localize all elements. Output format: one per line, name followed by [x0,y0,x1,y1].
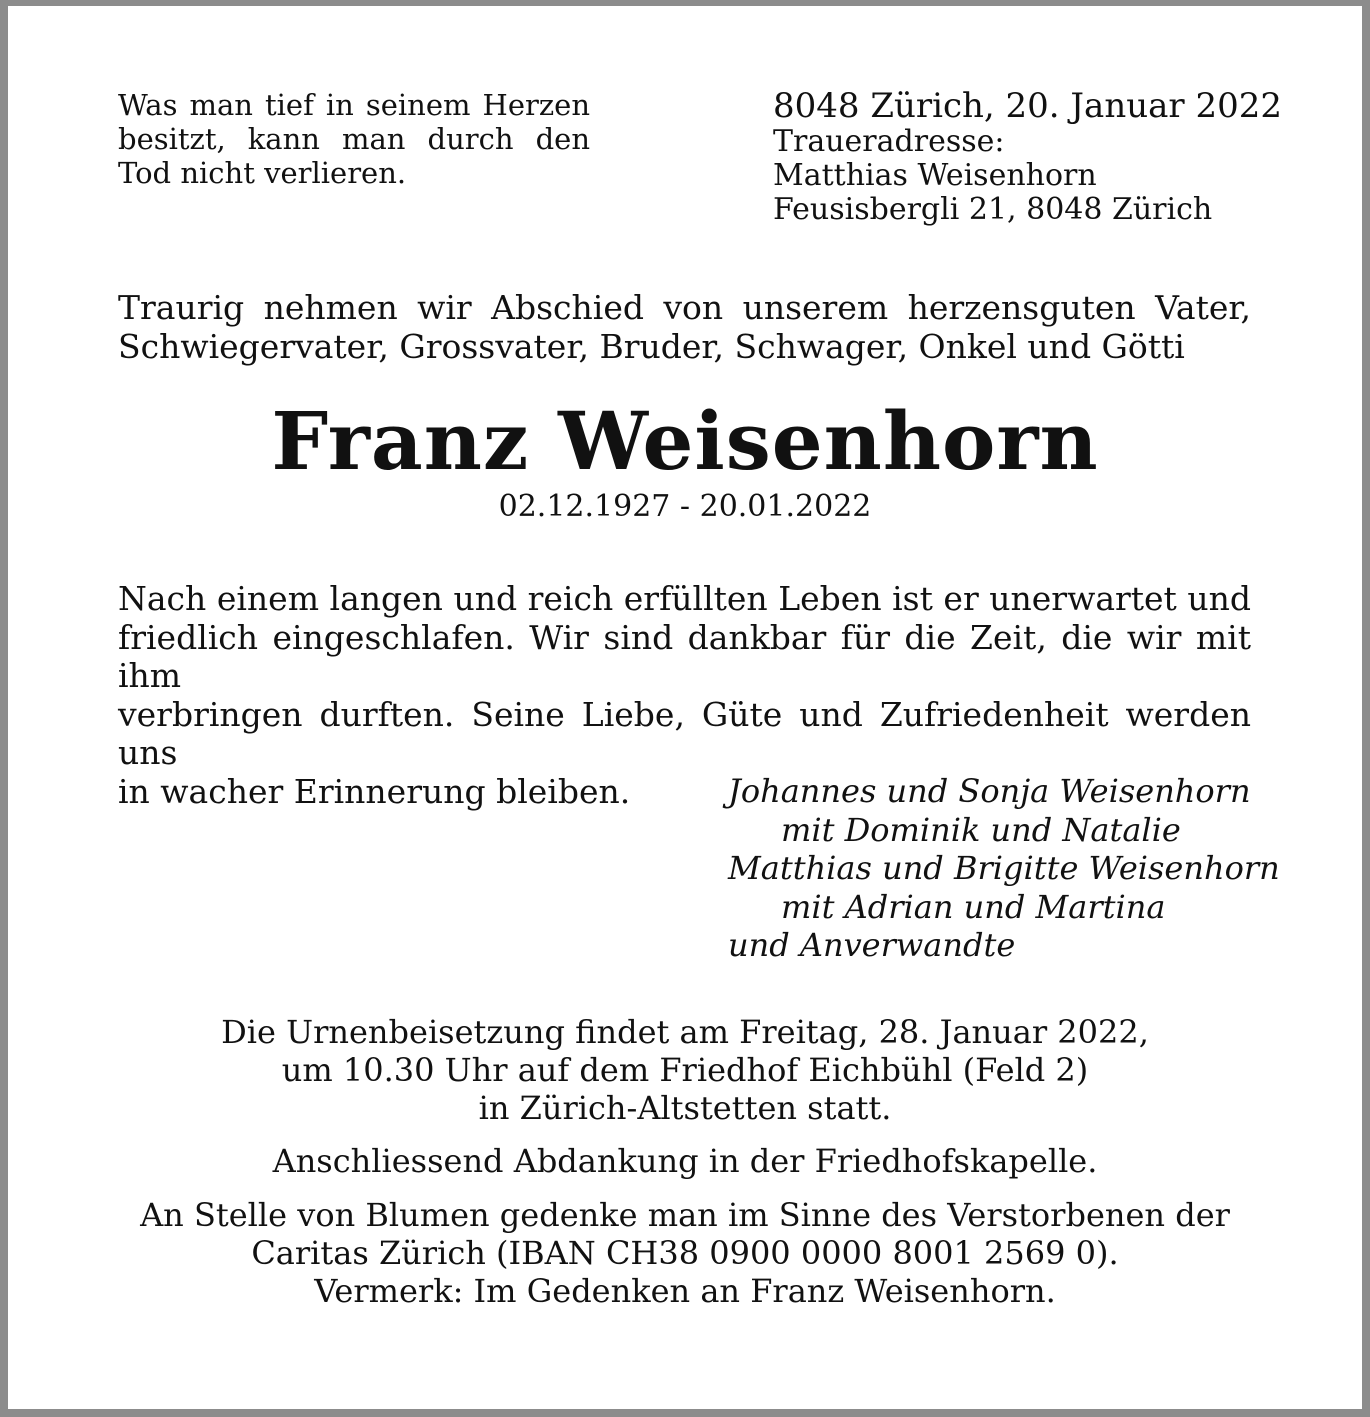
donation-line: An Stelle von Blumen gedenke man im Sinne des Verstorbenen der [140,1196,1230,1234]
motto-line: Was man tief in seinem Herzen [118,88,590,122]
signer-line: mit Adrian und Martina [781,887,1166,926]
message-line: in wacher Erinnerung bleiben. [118,771,631,811]
donation-line: Caritas Zürich (IBAN CH38 0900 0000 8001 2569 0). [251,1234,1119,1272]
motto-quote [118,88,590,190]
intro-text [118,288,1251,366]
place-date: 8048 Zürich, 20. Januar 2022 [773,86,1282,126]
message-line: Nach einem langen und reich erfüllten Leben ist er unerwartet und [118,579,1251,618]
donation-info [0,1196,1370,1310]
signer-line: und Anverwandte [728,926,1016,964]
funeral-line: in Zürich-Altstetten statt. [478,1089,892,1127]
followup-info [0,1142,1370,1180]
motto-line: Tod nicht verlieren. [118,156,407,190]
followup-line: Anschliessend Abdankung in der Friedhofskapelle. [272,1142,1098,1180]
signer-line: mit Dominik und Natalie [781,810,1181,849]
message-line: friedlich eingeschlafen. Wir sind dankbar für die Zeit, die wir mit ihm [118,617,1251,695]
signer-line: Johannes und Sonja Weisenhorn [728,772,1251,810]
motto-line: besitzt, kann man durch den [118,122,590,156]
message-line: verbringen durften. Seine Liebe, Güte und Zufriedenheit werden uns [118,694,1251,772]
life-dates: 02.12.1927 - 20.01.2022 [498,489,872,524]
deceased-name: Franz Weisenhorn [271,394,1099,488]
signer-line: Matthias und Brigitte Weisenhorn [728,849,1280,887]
intro-line: Schwiegervater, Grossvater, Bruder, Schwager, Onkel und Götti [118,327,1185,366]
donation-line: Vermerk: Im Gedenken an Franz Weisenhorn. [314,1272,1056,1310]
address-label: Traueradresse: [773,124,1005,159]
address-name: Matthias Weisenhorn [773,158,1097,193]
intro-line: Traurig nehmen wir Abschied von unserem herzensguten Vater, [118,288,1251,327]
signers-list [728,772,1280,965]
mourning-address [773,125,1212,227]
funeral-info [0,1013,1370,1127]
funeral-line: Die Urnenbeisetzung findet am Freitag, 28. Januar 2022, [221,1013,1149,1051]
funeral-line: um 10.30 Uhr auf dem Friedhof Eichbühl (Feld 2) [281,1051,1089,1089]
address-street: Feusisbergli 21, 8048 Zürich [773,192,1213,227]
